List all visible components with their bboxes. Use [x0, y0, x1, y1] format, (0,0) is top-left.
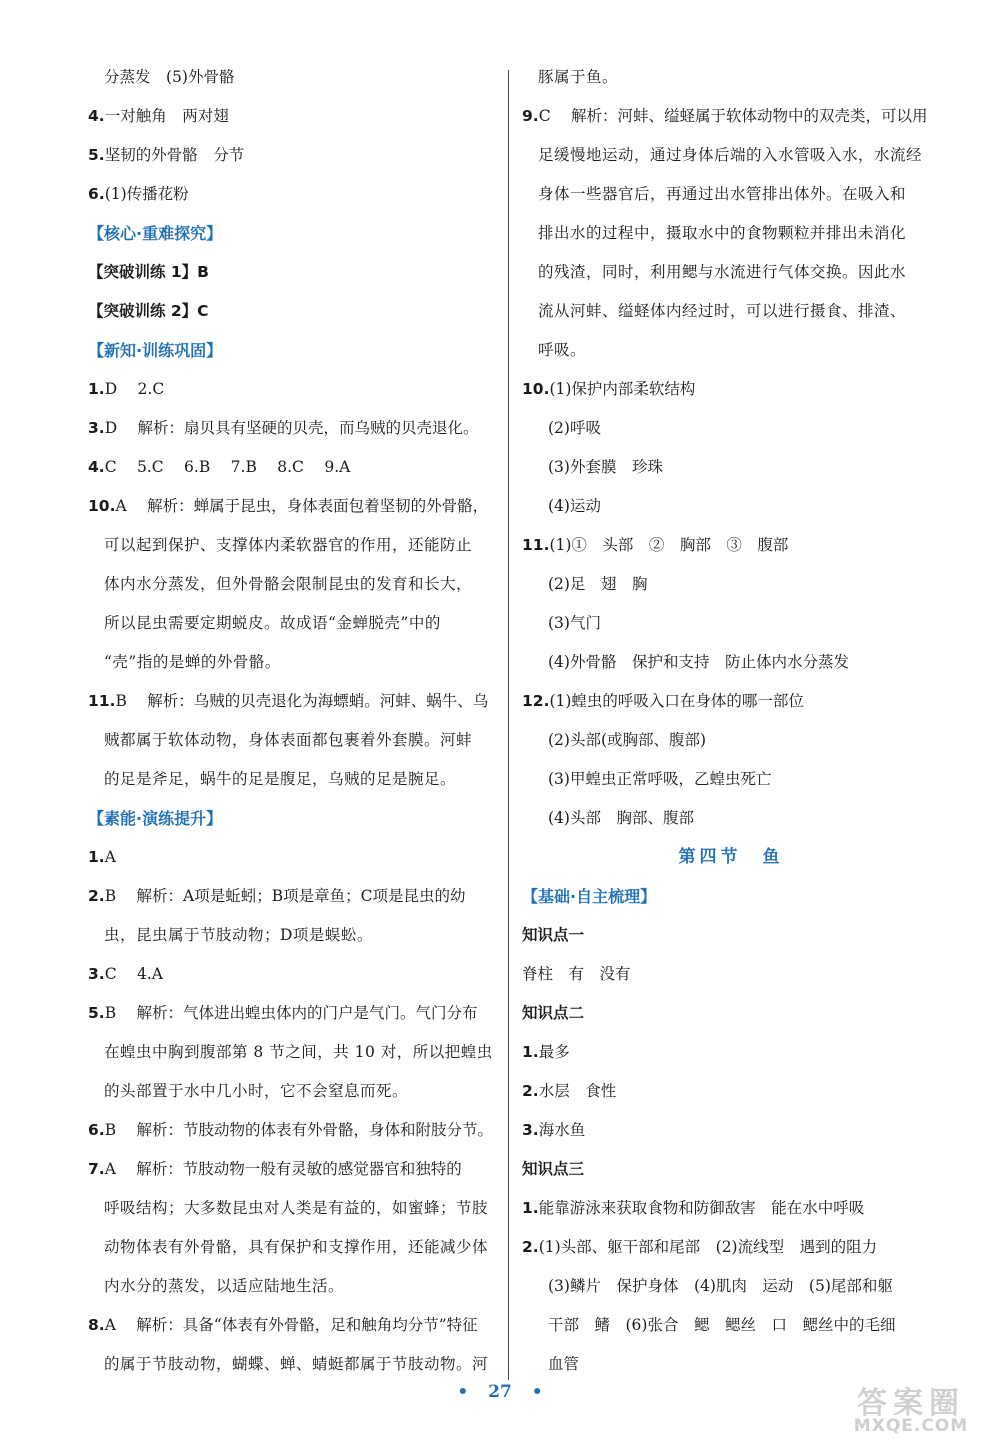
- question-number: 8.: [88, 1316, 105, 1334]
- answer-item: [88, 175, 498, 214]
- answer-text: (1)传播花粉: [104, 185, 189, 203]
- question-number: 4.: [88, 107, 105, 125]
- answer-text: 坚韧的外骨骼 分节: [104, 146, 245, 164]
- answer-line: 【突破训练 2】C: [88, 302, 209, 320]
- question-number: 6.: [88, 185, 105, 203]
- chapter-section-title: 第四节 鱼: [678, 847, 784, 867]
- answer-continuation: 体内水分蒸发，但外骨骼会限制昆虫的发育和长大，: [104, 575, 473, 593]
- answer-item: [522, 1228, 940, 1267]
- answer-text: (1)蝗虫的呼吸入口在身体的哪一部位: [549, 692, 804, 710]
- question-number: 2.: [522, 1238, 539, 1256]
- question-number: 2.: [522, 1082, 539, 1100]
- answer-item: [88, 448, 498, 487]
- section-heading: 【基础·自主梳理】: [522, 887, 657, 906]
- answer-item: [88, 409, 498, 448]
- answer-text: B 解析：乌贼的贝壳退化为海螵蛸。河蚌、蜗牛、乌: [115, 692, 489, 710]
- answer-subitem: (2)呼吸: [548, 419, 601, 437]
- answer-item: [88, 877, 498, 916]
- footer-dot-right: •: [531, 1382, 543, 1402]
- answer-text: 最多: [538, 1043, 570, 1061]
- answer-item: [522, 370, 940, 409]
- answer-continuation: 的属于节肢动物，蝴蝶、蝉、蜻蜓都属于节肢动物。河: [104, 1355, 489, 1373]
- answer-text: B 解析：A项是蚯蚓；B项是章鱼；C项是昆虫的幼: [104, 887, 466, 905]
- answer-item: [88, 1150, 498, 1189]
- answer-item: [88, 58, 498, 97]
- answer-continuation: 呼吸。: [538, 341, 587, 359]
- answer-text: 一对触角 两对翅: [104, 107, 229, 125]
- answer-continuation: 流从河蚌、缢蛏体内经过时，可以进行摄食、排渣、: [538, 302, 907, 320]
- knowledge-point-heading: 知识点二: [522, 1004, 585, 1022]
- answer-item: [88, 1111, 498, 1150]
- answer-continuation: 豚属于鱼。: [538, 68, 619, 86]
- answer-item: [522, 682, 940, 721]
- answer-subitem: (2)头部(或胸部、腹部): [548, 731, 707, 749]
- question-number: 10.: [88, 497, 116, 515]
- answer-item: [522, 1111, 940, 1150]
- answer-text: C 5.C 6.B 7.B 8.C 9.A: [104, 458, 351, 476]
- answer-continuation: 所以昆虫需要定期蜕皮。故成语“金蝉脱壳”中的: [104, 614, 441, 632]
- answer-text: A 解析：蝉属于昆虫，身体表面包着坚韧的外骨骼，: [115, 497, 489, 515]
- answer-subitem: (3)鳞片 保护身体 (4)肌肉 运动 (5)尾部和躯: [548, 1277, 893, 1295]
- watermark-url: MXQE.COM: [853, 1416, 969, 1436]
- answer-text: (1)头部、躯干部和尾部 (2)流线型 遇到的阻力: [538, 1238, 878, 1256]
- answer-continuation: 足缓慢地运动，通过身体后端的入水管吸入水，水流经: [538, 146, 923, 164]
- question-number: 1.: [522, 1043, 539, 1061]
- question-number: 4.: [88, 458, 105, 476]
- answer-subitem: (2)足 翅 胸: [548, 575, 648, 593]
- question-number: 11.: [522, 536, 550, 554]
- answer-text: A: [104, 848, 116, 866]
- right-column: [522, 58, 940, 1384]
- question-number: 3.: [88, 419, 105, 437]
- question-number: 5.: [88, 146, 105, 164]
- answer-text: C 4.A: [104, 965, 163, 983]
- column-divider: [508, 70, 509, 1380]
- answer-continuation: 可以起到保护、支撑体内柔软器官的作用，还能防止: [104, 536, 473, 554]
- answer-subitem: 血管: [548, 1355, 580, 1373]
- answer-subitem: (4)运动: [548, 497, 601, 515]
- question-number: 2.: [88, 887, 105, 905]
- answer-continuation: 身体一些器官后，再通过出水管排出体外。在吸入和: [538, 185, 907, 203]
- answer-text: (1)保护内部柔软结构: [549, 380, 696, 398]
- answer-item: [88, 97, 498, 136]
- question-number: 7.: [88, 1160, 105, 1178]
- answer-item: [522, 1033, 940, 1072]
- answer-continuation: 虫，昆虫属于节肢动物；D项是蜈蚣。: [104, 926, 373, 944]
- answer-continuation: 在蝗虫中胸到腹部第 8 节之间，共 10 对，所以把蝗虫: [104, 1043, 493, 1061]
- answer-item: [88, 136, 498, 175]
- answer-item: [522, 526, 940, 565]
- question-number: 11.: [88, 692, 116, 710]
- answer-continuation: 内水分的蒸发，以适应陆地生活。: [104, 1277, 345, 1295]
- answer-text: B 解析：气体进出蝗虫体内的门户是气门。气门分布: [104, 1004, 478, 1022]
- question-number: 12.: [522, 692, 550, 710]
- watermark-logo: [836, 1378, 986, 1440]
- answer-subitem: 干部 鳍 (6)张合 鳃 鳃丝 口 鳃丝中的毛细: [548, 1316, 896, 1334]
- question-number: 6.: [88, 1121, 105, 1139]
- answer-line: 脊柱 有 没有: [522, 965, 631, 983]
- answer-text: 分蒸发 (5)外骨骼: [104, 68, 235, 86]
- watermark-title: 答案圈: [857, 1386, 965, 1421]
- section-heading: 【素能·演练提升】: [88, 809, 223, 828]
- section-heading: 【核心·重难探究】: [88, 224, 223, 243]
- answer-item: [522, 97, 940, 136]
- answer-text: D 2.C: [104, 380, 165, 398]
- knowledge-point-heading: 知识点三: [522, 1160, 585, 1178]
- answer-subitem: (4)头部 胸部、腹部: [548, 809, 694, 827]
- answer-continuation: 排出水的过程中，摄取水中的食物颗粒并排出未消化: [538, 224, 907, 242]
- question-number: 3.: [522, 1121, 539, 1139]
- answer-continuation: 贼都属于软体动物，身体表面都包裹着外套膜。河蚌: [104, 731, 473, 749]
- question-number: 10.: [522, 380, 550, 398]
- section-heading: 【新知·训练巩固】: [88, 341, 223, 360]
- answer-subitem: (3)甲蝗虫正常呼吸，乙蝗虫死亡: [548, 770, 772, 788]
- answer-item: [522, 1072, 940, 1111]
- question-number: 3.: [88, 965, 105, 983]
- answer-item: [88, 487, 498, 526]
- answer-text: C 解析：河蚌、缢蛏属于软体动物中的双壳类，可以用: [538, 107, 928, 125]
- answer-subitem: (3)气门: [548, 614, 601, 632]
- answer-continuation: 呼吸结构；大多数昆虫对人类是有益的，如蜜蜂；节肢: [104, 1199, 489, 1217]
- answer-line: 【突破训练 1】B: [88, 263, 209, 281]
- answer-item: [88, 994, 498, 1033]
- answer-subitem: (3)外套膜 珍珠: [548, 458, 663, 476]
- answer-text: A 解析：节肢动物一般有灵敏的感觉器官和独特的: [104, 1160, 462, 1178]
- question-number: 1.: [88, 848, 105, 866]
- answer-item: [88, 955, 498, 994]
- question-number: 5.: [88, 1004, 105, 1022]
- question-number: 9.: [522, 107, 539, 125]
- answer-item: [88, 1306, 498, 1345]
- answer-item: [88, 370, 498, 409]
- question-number: 1.: [88, 380, 105, 398]
- left-column: [88, 58, 498, 1384]
- answer-continuation: 动物体表有外骨骼，具有保护和支撑作用，还能减少体: [104, 1238, 489, 1256]
- page-number: 27: [488, 1382, 512, 1402]
- answer-text: 海水鱼: [538, 1121, 586, 1139]
- answer-text: B 解析：节肢动物的体表有外骨骼，身体和附肢分节。: [104, 1121, 494, 1139]
- answer-continuation: “壳”指的是蝉的外骨骼。: [104, 653, 281, 671]
- answer-item: [88, 838, 498, 877]
- answer-text: A 解析：具备“体表有外骨骼，足和触角均分节”特征: [104, 1316, 478, 1334]
- answer-subitem: (4)外骨骼 保护和支持 防止体内水分蒸发: [548, 653, 849, 671]
- answer-text: 能靠游泳来获取食物和防御敌害 能在水中呼吸: [538, 1199, 865, 1217]
- answer-continuation: 的头部置于水中几小时，它不会窒息而死。: [104, 1082, 409, 1100]
- knowledge-point-heading: 知识点一: [522, 926, 585, 944]
- answer-continuation: 的足是斧足，蜗牛的足是腹足，乌贼的足是腕足。: [104, 770, 457, 788]
- answer-continuation: 的残渣，同时，利用鳃与水流进行气体交换。因此水: [538, 263, 907, 281]
- question-number: 1.: [522, 1199, 539, 1217]
- answer-text: 水层 食性: [538, 1082, 617, 1100]
- answer-item: [522, 1189, 940, 1228]
- answer-text: (1)① 头部 ② 胸部 ③ 腹部: [549, 536, 789, 554]
- footer-dot-left: •: [457, 1382, 469, 1402]
- answer-item: [88, 682, 498, 721]
- answer-text: D 解析：扇贝具有坚硬的贝壳，而乌贼的贝壳退化。: [104, 419, 479, 437]
